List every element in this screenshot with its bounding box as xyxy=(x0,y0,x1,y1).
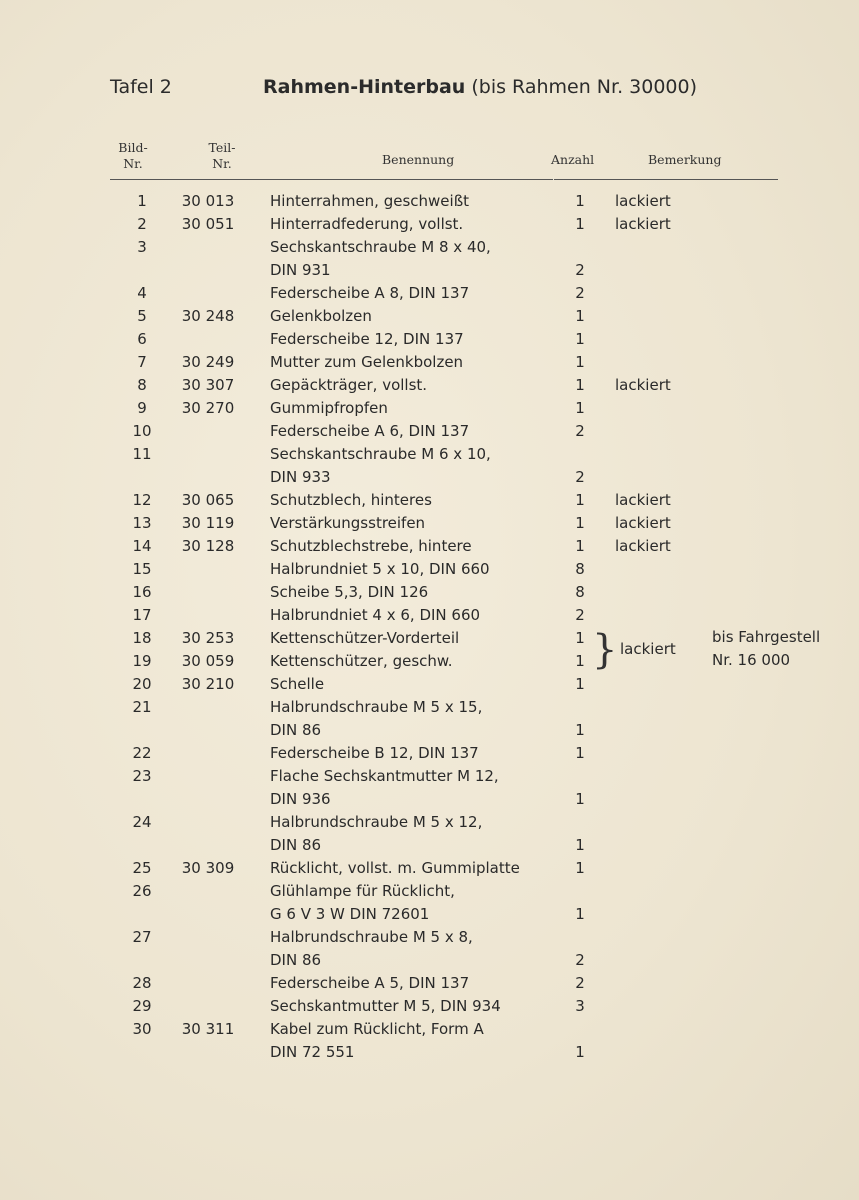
col-header-benennung: Benennung xyxy=(382,152,455,167)
cell-bemerkung: lackiert xyxy=(615,537,671,555)
cell-bild: 26 xyxy=(132,882,152,900)
cell-anzahl: 1 xyxy=(575,514,585,532)
cell-benennung: Verstärkungsstreifen xyxy=(270,514,426,532)
cell-anzahl: 1 xyxy=(575,399,585,417)
cell-bild: 10 xyxy=(132,422,152,440)
cell-bild: 21 xyxy=(132,698,152,716)
table-row xyxy=(0,696,859,719)
table-row xyxy=(0,880,859,903)
cell-bild: 13 xyxy=(132,514,152,532)
table-row xyxy=(0,558,859,581)
cell-teil: 30 013 xyxy=(181,192,235,210)
cell-anzahl: 1 xyxy=(575,675,585,693)
cell-benennung: Schelle xyxy=(270,675,325,693)
cell-benennung: Hinterradfederung, vollst. xyxy=(270,215,464,233)
cell-benennung: Halbrundniet 5 x 10, DIN 660 xyxy=(270,560,490,578)
header-rule xyxy=(110,179,778,180)
cell-teil: 30 210 xyxy=(181,675,235,693)
table-row xyxy=(0,995,859,1018)
cell-bild: 20 xyxy=(132,675,152,693)
cell-benennung: DIN 933 xyxy=(270,468,331,486)
header-rule-gap xyxy=(553,176,554,182)
table-row xyxy=(0,535,859,558)
cell-benennung: Kabel zum Rücklicht, Form A xyxy=(270,1020,484,1038)
cell-bild: 25 xyxy=(132,859,152,877)
cell-benennung: Rücklicht, vollst. m. Gummiplatte xyxy=(270,859,520,877)
table-row xyxy=(0,673,859,696)
cell-benennung: Sechskantmutter M 5, DIN 934 xyxy=(270,997,501,1015)
cell-bild: 11 xyxy=(132,445,152,463)
cell-benennung: Scheibe 5,3, DIN 126 xyxy=(270,583,429,601)
cell-bemerkung: lackiert xyxy=(615,514,671,532)
table-row xyxy=(0,420,859,443)
cell-benennung: DIN 86 xyxy=(270,836,322,854)
cell-bild: 4 xyxy=(137,284,147,302)
cell-benennung: Mutter zum Gelenkbolzen xyxy=(270,353,464,371)
cell-bemerkung: lackiert xyxy=(615,491,671,509)
cell-benennung: Halbrundschraube M 5 x 12, xyxy=(270,813,483,831)
table-row xyxy=(0,213,859,236)
cell-bild: 12 xyxy=(132,491,152,509)
table-row xyxy=(0,972,859,995)
table-row xyxy=(0,1041,859,1064)
cell-benennung: Flache Sechskantmutter M 12, xyxy=(270,767,499,785)
cell-teil: 30 248 xyxy=(181,307,235,325)
table-row xyxy=(0,351,859,374)
cell-bild: 8 xyxy=(137,376,147,394)
cell-benennung: Schutzblech, hinteres xyxy=(270,491,432,509)
cell-benennung: Sechskantschraube M 8 x 40, xyxy=(270,238,491,256)
cell-benennung: Federscheibe A 6, DIN 137 xyxy=(270,422,470,440)
cell-anzahl: 1 xyxy=(575,744,585,762)
cell-teil: 30 270 xyxy=(181,399,235,417)
cell-teil: 30 249 xyxy=(181,353,235,371)
cell-teil: 30 059 xyxy=(181,652,235,670)
cell-anzahl: 1 xyxy=(575,1043,585,1061)
cell-teil: 30 065 xyxy=(181,491,235,509)
cell-anzahl: 2 xyxy=(575,468,585,486)
cell-anzahl: 1 xyxy=(575,307,585,325)
cell-anzahl: 1 xyxy=(575,905,585,923)
col-header-bemerkung: Bemerkung xyxy=(648,152,722,167)
cell-bild: 22 xyxy=(132,744,152,762)
col-header-teil: Teil- Nr. xyxy=(208,140,236,171)
table-row xyxy=(0,190,859,213)
cell-anzahl: 1 xyxy=(575,215,585,233)
cell-benennung: Halbrundschraube M 5 x 8, xyxy=(270,928,473,946)
cell-anzahl: 1 xyxy=(575,721,585,739)
cell-benennung: DIN 72 551 xyxy=(270,1043,355,1061)
cell-teil: 30 119 xyxy=(181,514,235,532)
cell-benennung: Gelenkbolzen xyxy=(270,307,372,325)
cell-benennung: Halbrundschraube M 5 x 15, xyxy=(270,698,483,716)
cell-bild: 29 xyxy=(132,997,152,1015)
cell-anzahl: 1 xyxy=(575,859,585,877)
table-row xyxy=(0,466,859,489)
table-row xyxy=(0,305,859,328)
cell-benennung: DIN 86 xyxy=(270,721,322,739)
table-row xyxy=(0,811,859,834)
cell-anzahl: 1 xyxy=(575,652,585,670)
cell-anzahl: 1 xyxy=(575,537,585,555)
cell-benennung: DIN 931 xyxy=(270,261,331,279)
cell-benennung: Gummipfropfen xyxy=(270,399,388,417)
group-brace-label: lackiert xyxy=(620,640,676,658)
table-row xyxy=(0,949,859,972)
page-title xyxy=(263,76,697,98)
plate-number: Tafel 2 xyxy=(110,76,172,98)
brace-symbol: } xyxy=(592,627,618,673)
table-row xyxy=(0,1018,859,1041)
cell-benennung: Kettenschützer, geschw. xyxy=(270,652,453,670)
cell-bild: 9 xyxy=(137,399,147,417)
cell-anzahl: 2 xyxy=(575,974,585,992)
cell-anzahl: 1 xyxy=(575,376,585,394)
cell-bild: 30 xyxy=(132,1020,152,1038)
col-header-bild: Bild- Nr. xyxy=(118,140,148,171)
title-rest: (bis Rahmen Nr. 30000) xyxy=(465,76,698,98)
table-header xyxy=(110,140,778,180)
cell-benennung: Sechskantschraube M 6 x 10, xyxy=(270,445,491,463)
cell-benennung: Hinterrahmen, geschweißt xyxy=(270,192,470,210)
cell-benennung: Schutzblechstrebe, hintere xyxy=(270,537,472,555)
cell-anzahl: 1 xyxy=(575,836,585,854)
table-row xyxy=(0,788,859,811)
table-row xyxy=(0,512,859,535)
table-row xyxy=(0,581,859,604)
cell-bemerkung: lackiert xyxy=(615,376,671,394)
table-row xyxy=(0,236,859,259)
cell-teil: 30 128 xyxy=(181,537,235,555)
cell-anzahl: 2 xyxy=(575,422,585,440)
cell-teil: 30 307 xyxy=(181,376,235,394)
cell-benennung: Federscheibe A 5, DIN 137 xyxy=(270,974,470,992)
cell-bild: 3 xyxy=(137,238,147,256)
cell-benennung: Federscheibe 12, DIN 137 xyxy=(270,330,464,348)
cell-benennung: Federscheibe A 8, DIN 137 xyxy=(270,284,470,302)
table-row xyxy=(0,765,859,788)
cell-teil: 30 253 xyxy=(181,629,235,647)
table-row xyxy=(0,742,859,765)
table-row xyxy=(0,443,859,466)
cell-anzahl: 1 xyxy=(575,790,585,808)
cell-bild: 5 xyxy=(137,307,147,325)
table-row xyxy=(0,328,859,351)
title-bold: Rahmen-Hinterbau xyxy=(263,76,466,98)
cell-bild: 18 xyxy=(132,629,152,647)
col-header-anzahl: Anzahl xyxy=(551,152,595,167)
cell-anzahl: 1 xyxy=(575,330,585,348)
cell-anzahl: 1 xyxy=(575,192,585,210)
cell-bemerkung: lackiert xyxy=(615,215,671,233)
table-row xyxy=(0,903,859,926)
table-row xyxy=(0,926,859,949)
cell-anzahl: 1 xyxy=(575,629,585,647)
cell-bild: 7 xyxy=(137,353,147,371)
cell-teil: 30 051 xyxy=(181,215,235,233)
cell-bild: 28 xyxy=(132,974,152,992)
cell-benennung: Halbrundniet 4 x 6, DIN 660 xyxy=(270,606,481,624)
group-note-line2: Nr. 16 000 xyxy=(712,651,791,669)
table-row xyxy=(0,489,859,512)
group-note-line1: bis Fahrgestell xyxy=(712,628,821,646)
cell-anzahl: 2 xyxy=(575,951,585,969)
cell-bild: 14 xyxy=(132,537,152,555)
cell-teil: 30 309 xyxy=(181,859,235,877)
cell-anzahl: 2 xyxy=(575,284,585,302)
cell-benennung: G 6 V 3 W DIN 72601 xyxy=(270,905,430,923)
cell-benennung: Gepäckträger, vollst. xyxy=(270,376,428,394)
cell-benennung: Federscheibe B 12, DIN 137 xyxy=(270,744,479,762)
table-row xyxy=(0,719,859,742)
table-row xyxy=(0,397,859,420)
cell-anzahl: 2 xyxy=(575,606,585,624)
table-row xyxy=(0,834,859,857)
cell-bild: 2 xyxy=(137,215,147,233)
cell-bild: 19 xyxy=(132,652,152,670)
cell-benennung: DIN 936 xyxy=(270,790,331,808)
table-row xyxy=(0,374,859,397)
cell-bild: 6 xyxy=(137,330,147,348)
cell-benennung: Kettenschützer-Vorderteil xyxy=(270,629,460,647)
table-row xyxy=(0,259,859,282)
cell-bild: 24 xyxy=(132,813,152,831)
cell-bild: 23 xyxy=(132,767,152,785)
cell-anzahl: 2 xyxy=(575,261,585,279)
cell-benennung: Glühlampe für Rücklicht, xyxy=(270,882,455,900)
cell-bild: 1 xyxy=(137,192,147,210)
cell-anzahl: 8 xyxy=(575,560,585,578)
cell-bild: 17 xyxy=(132,606,152,624)
cell-bild: 16 xyxy=(132,583,152,601)
table-row xyxy=(0,282,859,305)
group-note xyxy=(712,626,820,672)
cell-bemerkung: lackiert xyxy=(615,192,671,210)
cell-bild: 15 xyxy=(132,560,152,578)
table-row xyxy=(0,857,859,880)
cell-teil: 30 311 xyxy=(181,1020,235,1038)
cell-anzahl: 8 xyxy=(575,583,585,601)
cell-benennung: DIN 86 xyxy=(270,951,322,969)
cell-bild: 27 xyxy=(132,928,152,946)
cell-anzahl: 3 xyxy=(575,997,585,1015)
cell-anzahl: 1 xyxy=(575,353,585,371)
table-row xyxy=(0,604,859,627)
cell-anzahl: 1 xyxy=(575,491,585,509)
